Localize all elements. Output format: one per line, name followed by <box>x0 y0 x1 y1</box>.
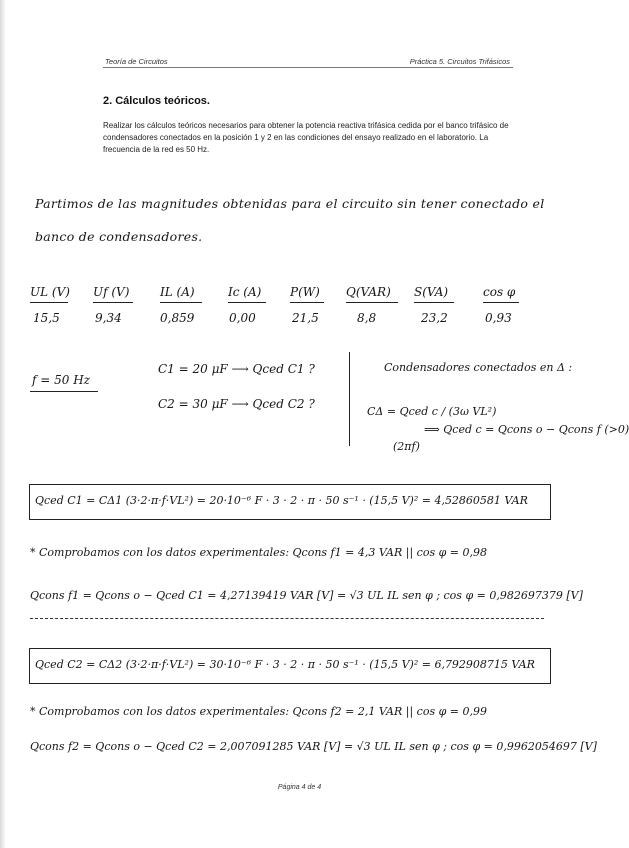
measure-underline <box>414 302 454 303</box>
section-intro: Realizar los cálculos teóricos necesarios para obtener la potencia reactiva trifásica cedida por el banco trifásico de condensadores conectados en la posición 1 y 2 en las condiciones del ensayo realizado en el laboratorio. La frecuencia de la red es 50 Hz. <box>103 121 509 154</box>
page-number: Página 4 de 4 <box>277 784 322 791</box>
measure-value-ic: 0,00 <box>229 311 256 325</box>
equation-qc2: Qced C2 = CΔ2 (3·2·π·f·VL²) = 30·10⁻⁶ F · 3 · 2 · π · 50 s⁻¹ · (15,5 V)² = 6,792908715 VAR <box>35 658 535 671</box>
measure-header-p: P(W) <box>290 285 320 299</box>
header-course: Teoría de Circuitos <box>105 57 168 66</box>
measure-underline <box>290 302 324 303</box>
handwritten-paragraph-line-1: Partimos de las magnitudes obtenidas para el circuito sin tener conectado el <box>35 196 545 211</box>
measure-header-uf: Uf (V) <box>93 285 130 299</box>
measure-underline <box>483 302 519 303</box>
measure-header-q: Q(VAR) <box>346 285 391 299</box>
measure-underline <box>346 302 398 303</box>
measure-value-s: 23,2 <box>421 311 448 325</box>
measure-value-p: 21,5 <box>292 311 319 325</box>
reactive-power-relation: ⟹ Qced c = Qcons o − Qcons f (>0) <box>424 423 629 436</box>
measure-value-q: 8,8 <box>357 311 377 325</box>
measure-value-ul: 15,5 <box>33 311 60 325</box>
measure-header-cos: cos φ <box>483 285 516 299</box>
experimental-check-2: * Comprobamos con los datos experimentales: Qcons f2 = 2,1 VAR || cos φ = 0,99 <box>30 705 487 718</box>
measure-value-uf: 9,34 <box>95 311 122 325</box>
measure-underline <box>160 302 202 303</box>
capacitor-2-line: C2 = 30 μF ⟶ Qced C2 ? <box>158 397 315 411</box>
column-divider <box>349 352 350 446</box>
frequency-underline <box>30 391 98 392</box>
verification-2: Qcons f2 = Qcons o − Qced C2 = 2,007091285 VAR [V] = √3 UL IL sen φ ; cos φ = 0,9962054697 [V] <box>30 740 597 753</box>
measure-underline <box>228 302 266 303</box>
measure-value-cos: 0,93 <box>485 311 512 325</box>
header-practice: Práctica 5. Circuitos Trifásicos <box>409 57 510 66</box>
verification-1: Qcons f1 = Qcons o − Qced C1 = 4,27139419 VAR [V] = √3 UL IL sen φ ; cos φ = 0,982697379 [V] <box>30 589 583 602</box>
header-rule <box>103 67 513 68</box>
scan-edge-shadow <box>0 0 6 848</box>
delta-connection-title: Condensadores conectados en Δ : <box>384 361 573 374</box>
measure-header-s: S(VA) <box>414 285 449 299</box>
measure-value-il: 0,859 <box>160 311 195 325</box>
omega-definition: (2πf) <box>393 440 420 453</box>
measure-header-ic: Ic (A) <box>228 285 262 299</box>
measure-header-ul: UL (V) <box>30 285 70 299</box>
handwritten-paragraph-line-2: banco de condensadores. <box>35 229 203 244</box>
experimental-check-1: * Comprobamos con los datos experimentales: Qcons f1 = 4,3 VAR || cos φ = 0,98 <box>30 546 487 559</box>
capacitor-1-line: C1 = 20 μF ⟶ Qced C1 ? <box>158 362 315 376</box>
separator-dashed <box>30 618 544 619</box>
equation-qc1: Qced C1 = CΔ1 (3·2·π·f·VL²) = 20·10⁻⁶ F · 3 · 2 · π · 50 s⁻¹ · (15,5 V)² = 4,52860581 VAR <box>35 494 528 507</box>
measure-header-il: IL (A) <box>160 285 195 299</box>
measure-underline <box>93 302 133 303</box>
section-title: 2. Cálculos teóricos. <box>103 95 210 107</box>
delta-capacitance-formula: CΔ = Qced c / (3ω VL²) <box>367 405 497 418</box>
frequency-note: f = 50 Hz <box>32 373 90 387</box>
measure-underline <box>30 302 68 303</box>
